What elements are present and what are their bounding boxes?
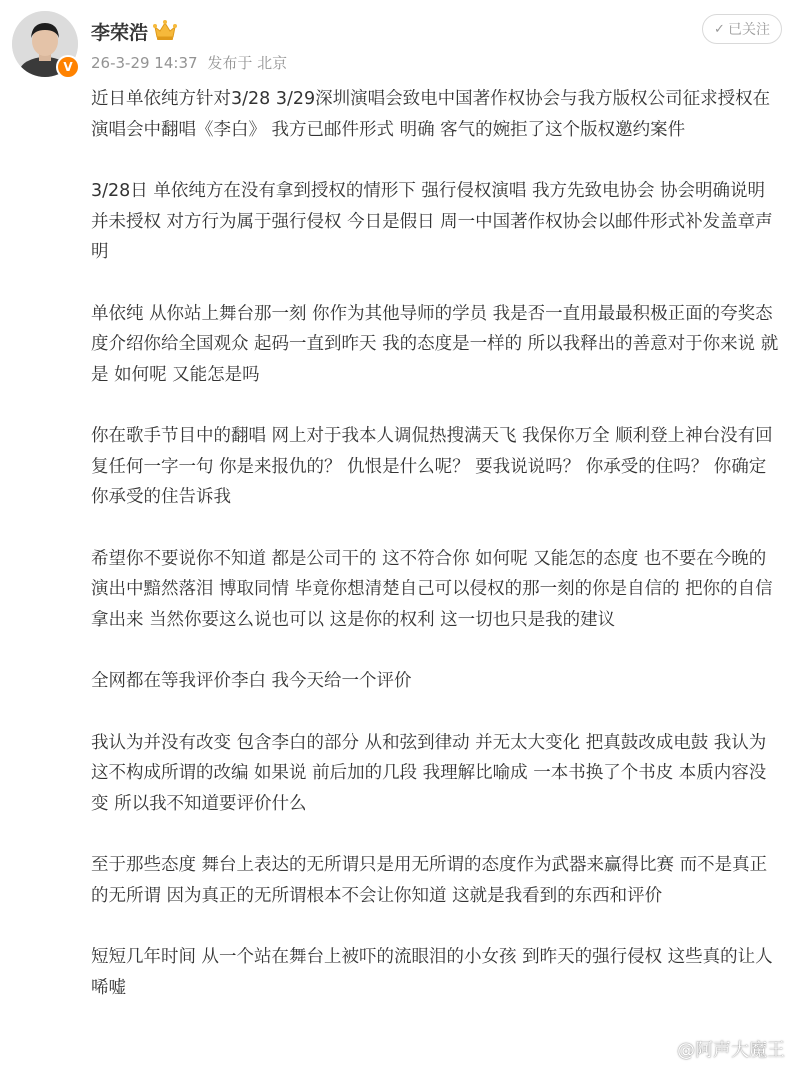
post-paragraph: 至于那些态度 舞台上表达的无所谓只是用无所谓的态度作为武器来赢得比赛 而不是真正的无所谓 因为真正的无所谓根本不会让你知道 这就是我看到的东西和评价	[91, 855, 768, 906]
post-header	[0, 0, 795, 80]
post-paragraph: 全网都在等我评价李白 我今天给一个评价	[91, 671, 412, 691]
post-paragraph: 我认为并没有改变 包含李白的部分 从和弦到律动 并无太大变化 把真鼓改成电鼓 我认为这不构成所谓的改编 如果说 前后加的几段 我理解比喻成 一本书换了个书皮 本质内容没变 所以我不知道要评价什么	[91, 732, 767, 814]
watermark-text: @阿声大魔王	[677, 1040, 785, 1061]
post-paragraph: 你在歌手节目中的翻唱 网上对于我本人调侃热搜满天飞 我保你万全 顺利登上神台没有回复任何一字一句 你是来报仇的？ 仇恨是什么呢？ 要我说说吗？ 你承受的住吗？ 你确定你承受的住告诉我	[91, 426, 773, 507]
follow-button[interactable]	[702, 14, 782, 44]
watermark	[649, 1036, 785, 1062]
post-location: 发布于 北京	[207, 54, 288, 72]
post-meta	[91, 52, 292, 73]
verified-badge-icon: V	[56, 55, 80, 79]
post-content	[91, 84, 781, 1034]
post-time: 26-3-29 14:37	[91, 54, 198, 72]
username[interactable]: 李荣浩	[91, 22, 149, 44]
post-paragraph: 近日单依纯方针对3/28 3/29深圳演唱会致电中国著作权协会与我方版权公司征求授权在演唱会中翻唱《李白》 我方已邮件形式 明确 客气的婉拒了这个版权邀约案件	[91, 89, 771, 140]
post-paragraph: 短短几年时间 从一个站在舞台上被吓的流眼泪的小女孩 到昨天的强行侵权 这些真的让人唏嘘	[91, 947, 773, 998]
post-paragraph: 单依纯 从你站上舞台那一刻 你作为其他导师的学员 我是否一直用最最积极正面的夸奖态度介绍你给全国观众 起码一直到昨天 我的态度是一样的 所以我释出的善意对于你来说 就是 如何呢 又能怎是吗	[91, 303, 779, 385]
crown-icon	[152, 19, 178, 41]
check-icon: ✓	[714, 21, 725, 37]
weibo-logo-icon	[649, 1039, 673, 1059]
post-paragraph: 3/28日 单依纯方在没有拿到授权的情形下 强行侵权演唱 我方先致电协会 协会明确说明 并未授权 对方行为属于强行侵权 今日是假日 周一中国著作权协会以邮件形式补发盖章声明	[91, 181, 773, 262]
avatar[interactable]	[12, 11, 78, 77]
post-paragraph: 希望你不要说你不知道 都是公司干的 这不符合你 如何呢 又能怎的态度 也不要在今晚的演出中黯然落泪 博取同情 毕竟你想清楚自己可以侵权的那一刻的你是自信的 把你的自信拿出来 当然你要这么说也可以 这是你的权利 这一切也只是我的建议	[91, 548, 773, 630]
follow-button-label: 已关注	[727, 22, 770, 38]
